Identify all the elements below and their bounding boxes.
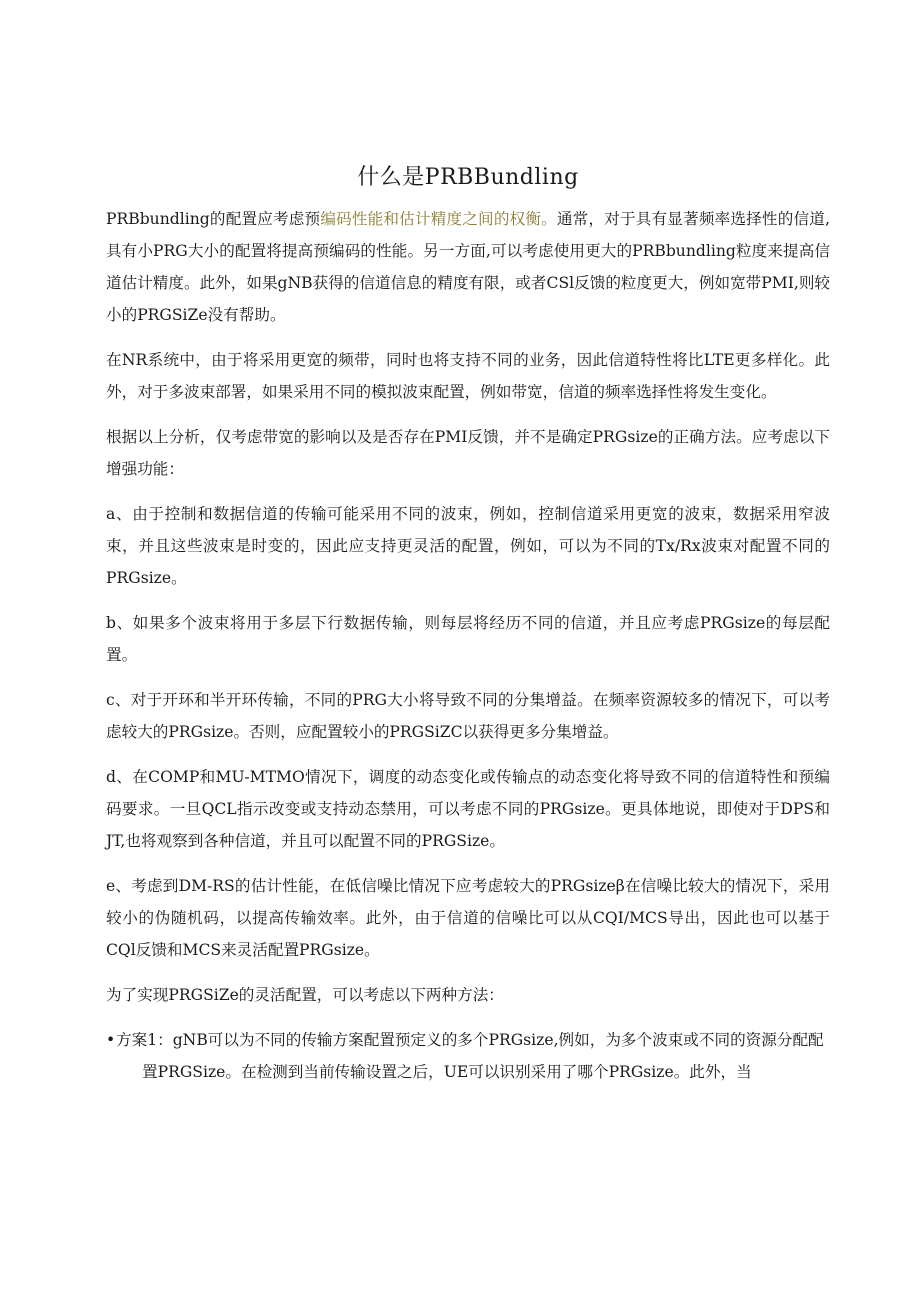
intro-highlight-text: 编码性能和估计精度之间的权衡。 xyxy=(320,210,557,228)
paragraph-analysis: 根据以上分析，仅考虑带宽的影响以及是否存在PMI反馈，并不是确定PRGsize的正确方法。应考虑以下增强功能： xyxy=(106,428,830,478)
bullet-scheme-1 xyxy=(106,1024,830,1088)
intro-text-start: PRBbundling的配置应考虑预 xyxy=(106,210,321,228)
intro-text-rest: 通常，对于具有显著频率选择性的信道,具有小PRG大小的配置将提高预编码的性能。另一方面,可以考虑使用更大的PRBbundling粒度来提高信道估计精度。此外，如果gNB获得的信道信息的精度有限，或者CSl反馈的粒度更大，例如宽带PMI,则较小的PRGSiZe没有帮助。 xyxy=(106,210,831,324)
paragraph-item-c: c、对于开环和半开环传输，不同的PRG大小将导致不同的分集增益。在频率资源较多的情况下，可以考虑较大的PRGsize。否则，应配置较小的PRGSiZC以获得更多分集增益。 xyxy=(106,691,830,741)
paragraph-item-b: b、如果多个波束将用于多层下行数据传输，则每层将经历不同的信道，并且应考虑PRGsize的每层配置。 xyxy=(106,614,830,664)
document-page xyxy=(106,160,830,1088)
paragraph-nr-system: 在NR系统中，由于将采用更宽的频带，同时也将支持不同的业务，因此信道特性将比LTE更多样化。此外，对于多波束部署，如果采用不同的模拟波束配置，例如带宽，信道的频率选择性将发生变化。 xyxy=(106,351,830,401)
page-title: 什么是PRBBundling xyxy=(357,165,579,190)
paragraph-item-d: d、在COMP和MU-MTMO情况下，调度的动态变化或传输点的动态变化将导致不同的信道特性和预编码要求。一旦QCL指示改变或支持动态禁用，可以考虑不同的PRGsize。更具体地说，即使对于DPS和JT,也将观察到各种信道，并且可以配置不同的PRGSize。 xyxy=(106,768,830,850)
paragraph-item-e: e、考虑到DM-RS的估计性能，在低信噪比情况下应考虑较大的PRGsizeβ在信噪比较大的情况下，采用较小的伪随机码，以提高传输效率。此外，由于信道的信噪比可以从CQI/MCS导出，因此也可以基于CQl反馈和MCS来灵活配置PRGsize。 xyxy=(106,877,830,959)
scheme-1-text: 方案1：gNB可以为不同的传输方案配置预定义的多个PRGsize,例如，为多个波束或不同的资源分配配置PRGSize。在检测到当前传输设置之后，UE可以识别采用了哪个PRGsize。此外，当 xyxy=(116,1031,824,1081)
paragraph-intro xyxy=(106,203,830,331)
bullet-dot-icon: • xyxy=(106,1031,116,1049)
paragraph-methods-intro: 为了实现PRGSiZe的灵活配置，可以考虑以下两种方法： xyxy=(106,986,504,1004)
paragraph-item-a: a、由于控制和数据信道的传输可能采用不同的波束，例如，控制信道采用更宽的波束，数据采用窄波束，并且这些波束是时变的，因此应支持更灵活的配置，例如，可以为不同的Tx/Rx波束对配置不同的PRGsize。 xyxy=(106,505,830,587)
